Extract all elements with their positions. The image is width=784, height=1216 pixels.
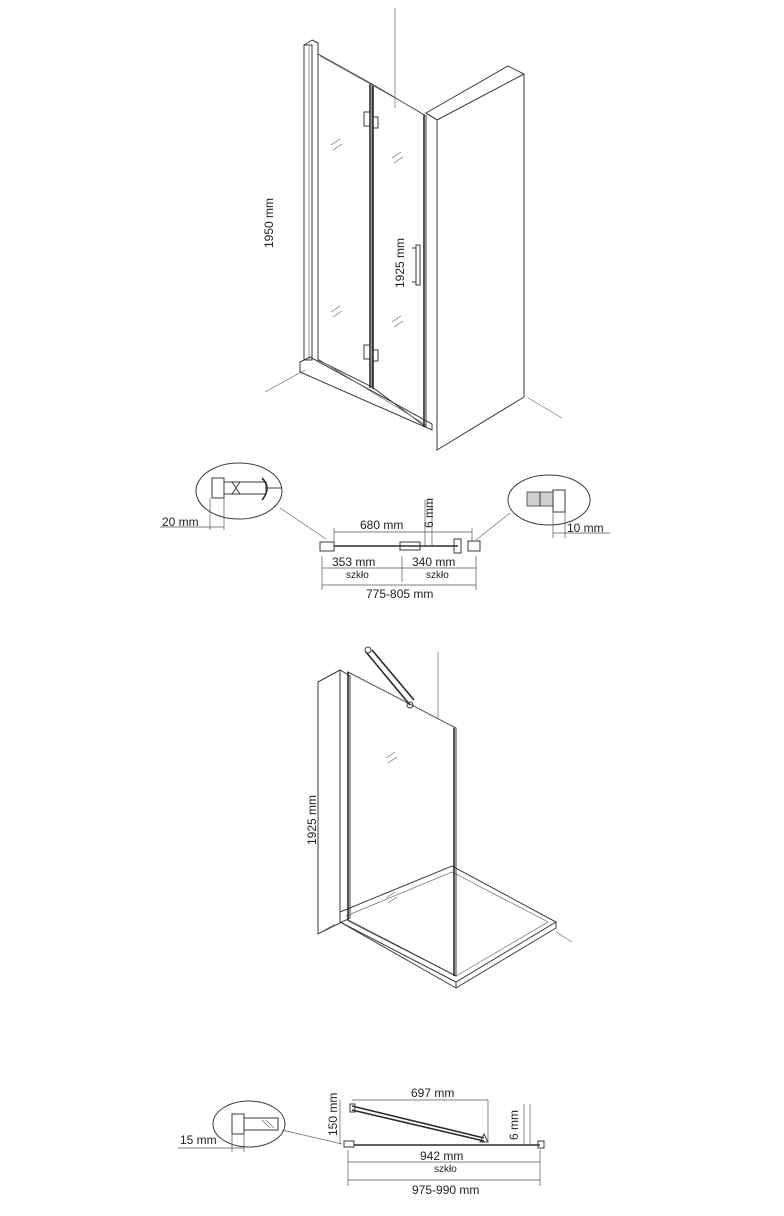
dim-panel-left: 353 mm xyxy=(332,555,376,569)
right-wall xyxy=(426,66,524,450)
dim-width-range: 775-805 mm xyxy=(366,587,434,601)
wall-profile-left xyxy=(304,40,318,360)
door-plan-view xyxy=(160,463,610,601)
glass-reflections xyxy=(386,752,397,903)
note-panel-right: szkło xyxy=(426,570,449,581)
note-glass: szkło xyxy=(434,1164,457,1175)
dim-glass-thickness: 6 mm xyxy=(422,498,436,528)
dim-glass-width: 942 mm xyxy=(420,1149,464,1163)
walkin-tray xyxy=(340,866,556,988)
dim-width-inner: 680 mm xyxy=(360,518,404,532)
walkin-glass xyxy=(348,672,456,976)
dim-brace-length: 697 mm xyxy=(411,1086,455,1100)
door-glass xyxy=(318,54,426,427)
dim-walkin-height: 1925 mm xyxy=(305,794,319,845)
door-handle xyxy=(412,245,420,285)
dim-brace-offset: 150 mm xyxy=(326,1092,340,1136)
dim-walkin-width-range: 975-990 mm xyxy=(412,1183,480,1197)
hinge-top xyxy=(364,112,378,128)
dim-walkin-glass-thickness: 6 mm xyxy=(507,1110,521,1140)
shower-tray xyxy=(300,357,432,430)
dim-wall-left: 20 mm xyxy=(162,515,199,529)
walkin-isometric-view xyxy=(305,647,572,988)
dim-wall-right: 10 mm xyxy=(567,521,604,535)
stabilizer-bar xyxy=(365,647,414,708)
dim-panel-right: 340 mm xyxy=(412,555,456,569)
left-wall xyxy=(318,670,350,934)
dim-profile: 15 mm xyxy=(180,1133,217,1147)
note-panel-left: szkło xyxy=(346,570,369,581)
dim-height-glass: 1925 mm xyxy=(393,237,407,288)
door-isometric-view xyxy=(262,8,562,450)
glass-reflections xyxy=(331,139,403,327)
walkin-plan-view xyxy=(178,1086,544,1197)
hinge-bottom xyxy=(364,345,378,361)
dim-height-total: 1950 mm xyxy=(262,197,276,248)
